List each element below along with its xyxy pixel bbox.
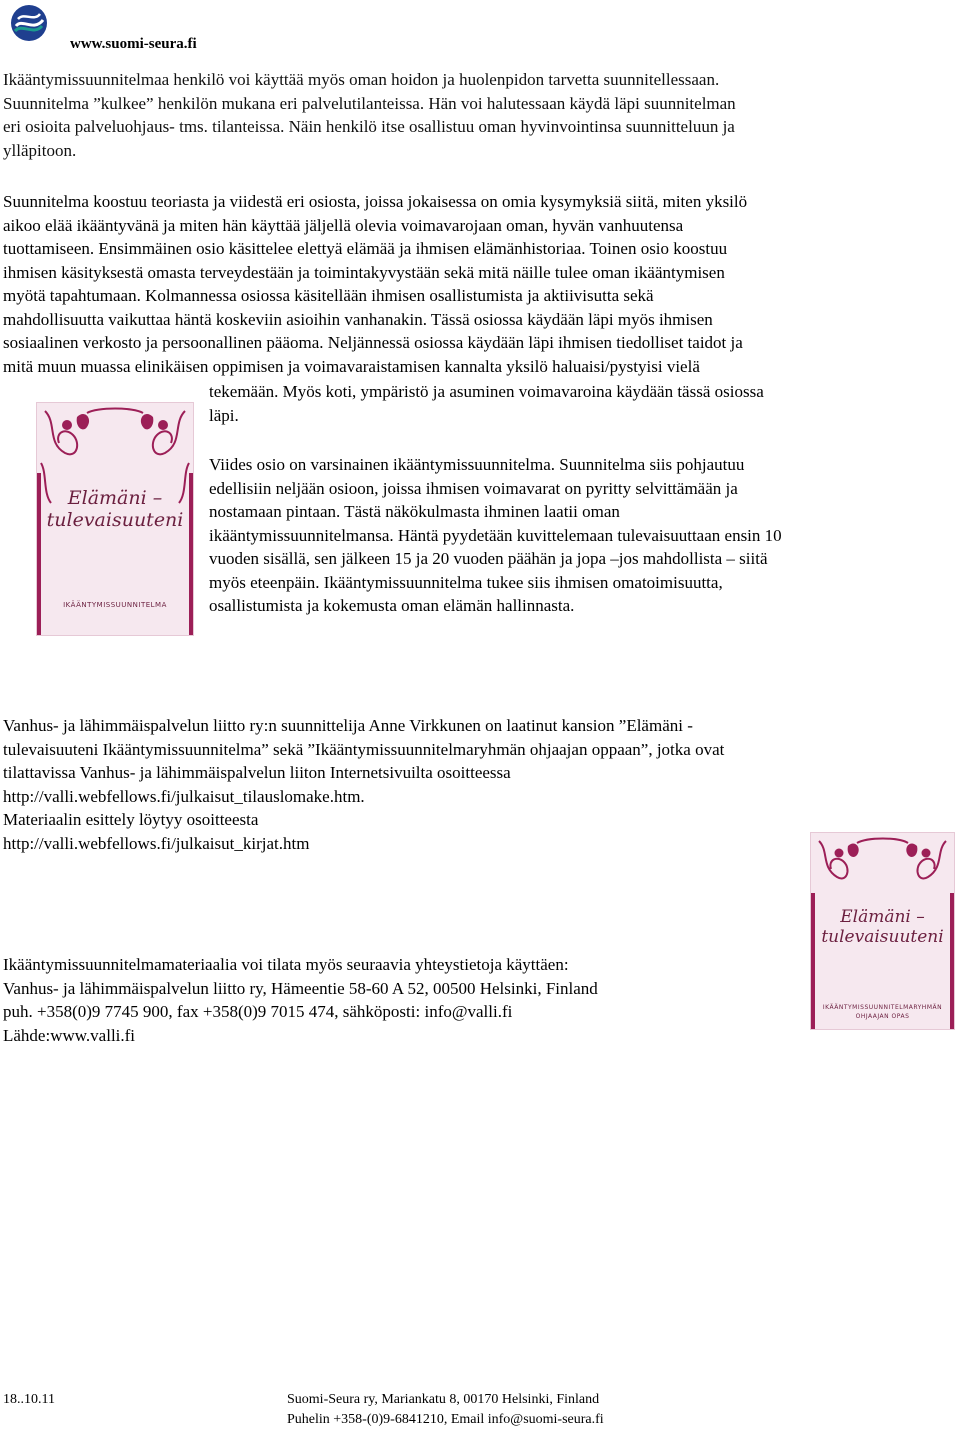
text-line: tulevaisuuteni Ikääntymissuunnitelma” sekä ”Ikääntymissuunnitelmaryhmän ohjaajan oppaan”, jotka ovat — [3, 739, 725, 759]
text-line: Materiaalin esittely löytyy osoitteesta — [3, 810, 259, 829]
text-line: ylläpitoon. — [3, 140, 77, 160]
text-line: aikoo elää ikääntyvänä ja miten hän käyttää jäljellä olevia voimavarojaan oman, hyvän vanhuutensa — [3, 215, 684, 235]
text-line: sosiaalinen verkosto ja persoonallinen pääoma. Neljännessä osiossa käydään läpi ihmisen tiedolliset taidot ja — [3, 333, 743, 352]
order-link[interactable]: http://valli.webfellows.fi/julkaisut_tilauslomake.htm. — [3, 786, 365, 806]
text-line: vuoden sisällä, sen jälkeen 15 ja 20 vuoden päähän ja jopa –jos mahdollista – siitä — [209, 549, 768, 568]
cover-subtitle: IKÄÄNTYMISSUUNNITELMARYHMÄN — [822, 1004, 943, 1011]
text-line: nostamaan pintaan. Tästä näkökulmasta ihminen laatii oman — [209, 502, 620, 521]
text-line: ikääntymissuunnitelmansa. Häntä pyydetään kuvittelemaan tulevaisuuttaan ensin 10 — [209, 525, 782, 545]
books-link[interactable]: http://valli.webfellows.fi/julkaisut_kirjat.htm — [3, 833, 310, 853]
intro-paragraph — [3, 68, 958, 162]
text-line: Vanhus- ja lähimmäispalvelun liitto ry, Hämeentie 58-60 A 52, 00500 Helsinki, Finland — [3, 978, 598, 998]
contact-paragraph — [3, 953, 783, 1047]
structure-paragraph — [3, 190, 958, 378]
cover-title-line: Elämäni – — [67, 487, 163, 509]
text-line: Viides osio on varsinainen ikääntymissuunnitelma. Suunnitelma siis pohjautuu — [209, 455, 745, 474]
book-cover-image — [36, 402, 194, 636]
text-line: myös eteenpäin. Ikääntymissuunnitelma tukee siis ihmisen omatoimisuutta, — [209, 572, 723, 592]
text-line: Ikääntymissuunnitelmamateriaalia voi tilata myös seuraavia yhteystietoja käyttäen: — [3, 955, 569, 974]
footer-contact: Puhelin +358-(0)9-6841210, Email info@suomi-seura.fi — [287, 1412, 604, 1427]
text-line: tuottamiseen. Ensimmäinen osio käsittelee elettyä elämää ja ihmisen elämänhistoriaa. Toinen osio koostuu — [3, 239, 728, 258]
cover-title-line: tulevaisuuteni — [46, 509, 184, 531]
footer-date: 18..10.11 — [3, 1392, 55, 1407]
text-line: mahdollisuutta vaikuttaa häntä koskeviin asioihin vanhanakin. Tässä osiossa käydään läpi myös ihmisen — [3, 309, 713, 329]
cover-subtitle: IKÄÄNTYMISSUUNNITELMA — [63, 601, 167, 609]
text-line: tekemään. Myös koti, ympäristö ja asuminen voimavaroina käydään tässä osiossa — [209, 382, 764, 401]
material-paragraph — [3, 714, 903, 855]
cover-title-line: tulevaisuuteni — [821, 927, 944, 947]
suomi-seura-logo-icon — [10, 4, 48, 42]
cover-title-line: Elämäni – — [840, 907, 925, 927]
text-line: edellisiin neljään osioon, joissa ihmisen voimavarat on pyritty selvittämään ja — [209, 478, 738, 498]
cover-subtitle: OHJAAJAN OPAS — [855, 1013, 910, 1020]
source-line: Lähde:www.valli.fi — [3, 1025, 136, 1045]
text-line: mitä muun muassa elinikäisen oppimisen ja voimavaraistamisen kannalta yksilö haluaisi/pystyisi vielä — [3, 356, 700, 376]
text-line: puh. +358(0)9 7745 900, fax +358(0)9 7015 474, sähköposti: info@valli.fi — [3, 1002, 513, 1021]
text-line: tilattavissa Vanhus- ja lähimmäispalvelun liiton Internetsivuilta osoitteessa — [3, 763, 511, 782]
text-line: eri osioita palveluohjaus- tms. tilanteissa. Näin henkilö itse osallistuu oman hyvinvointinsa suunnitteluun ja — [3, 117, 735, 136]
text-line: Vanhus- ja lähimmäispalvelun liitto ry:n suunnittelija Anne Virkkunen on laatinut kansion ”Elämäni - — [3, 716, 693, 735]
structure-paragraph-continued — [209, 380, 889, 427]
guide-cover-image — [810, 832, 955, 1030]
text-line: osallistumista ja kokemusta oman elämän hallinnasta. — [209, 596, 575, 615]
footer-organization — [287, 1390, 604, 1430]
text-line: Ikääntymissuunnitelmaa henkilö voi käyttää myös oman hoidon ja huolenpidon tarvetta suunnitellessaan. — [3, 70, 720, 89]
text-line: myötä tapahtumaan. Kolmannessa osiossa käsitellään ihmisen osallistumista ja aktiivisutta sekä — [3, 286, 654, 305]
text-line: Suunnitelma ”kulkee” henkilön mukana eri palvelutilanteissa. Hän voi halutessaan käydä läpi suunnitelman — [3, 93, 736, 113]
plan-paragraph — [209, 453, 899, 618]
text-line: läpi. — [209, 405, 239, 425]
site-url[interactable]: www.suomi-seura.fi — [70, 36, 197, 52]
footer-address: Suomi-Seura ry, Mariankatu 8, 00170 Helsinki, Finland — [287, 1392, 600, 1407]
text-line: ihmisen käsityksestä omasta terveydestään ja toimintakyvystään sekä mitä näille tulee oman ikääntymisen — [3, 262, 725, 282]
text-line: Suunnitelma koostuu teoriasta ja viidestä eri osiosta, joissa jokaisessa on omia kysymyksiä siitä, miten yksilö — [3, 192, 748, 211]
